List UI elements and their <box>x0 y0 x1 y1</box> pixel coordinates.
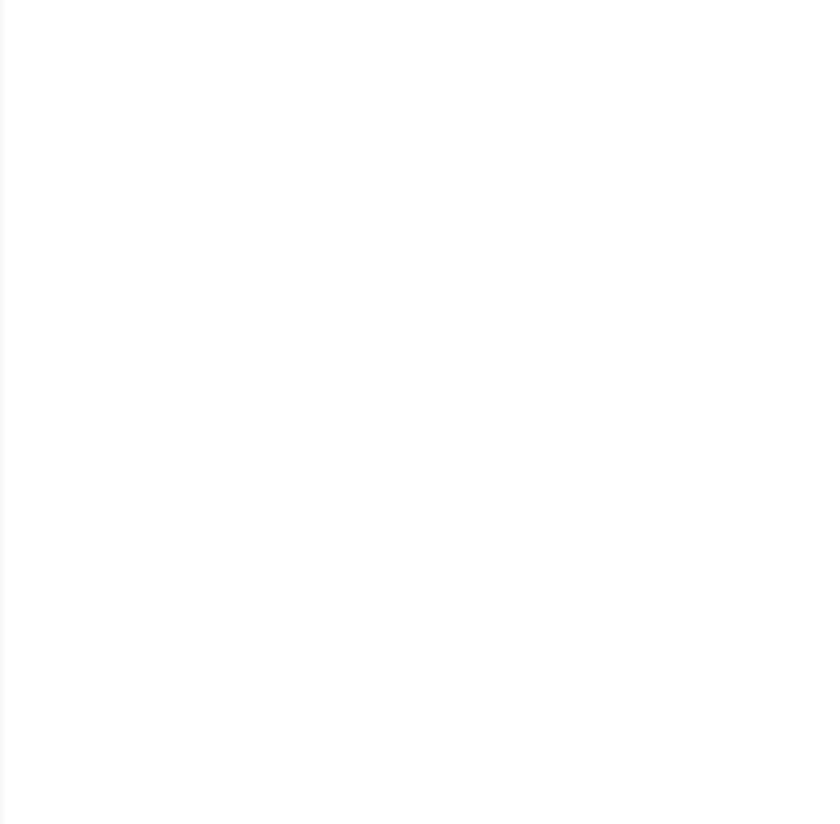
page-edge-shadow <box>0 0 6 824</box>
